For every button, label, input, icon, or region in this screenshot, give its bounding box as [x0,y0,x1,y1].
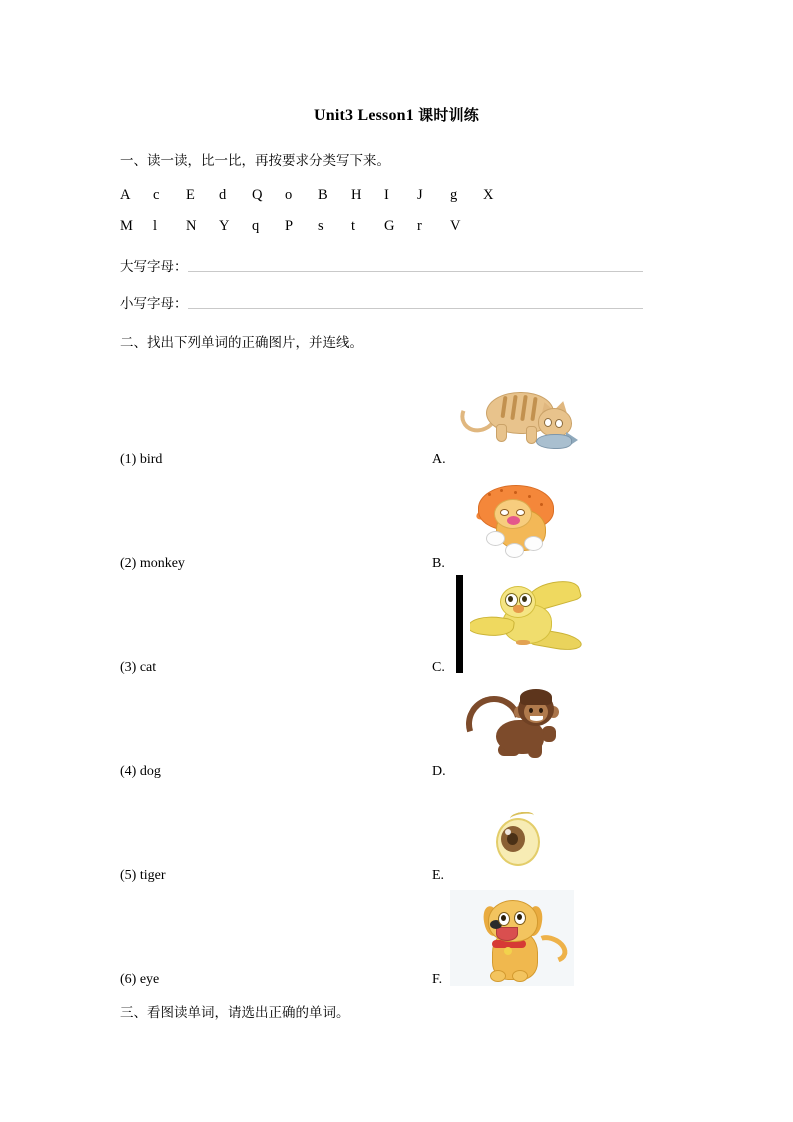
letter-cell: A [120,187,131,203]
letter-cell: g [450,187,458,203]
monkey-eye [529,708,533,713]
dog-collar-tag [504,947,512,955]
dog-picture [450,890,574,986]
monkey-hair [520,689,552,705]
letter-cell: I [384,187,389,203]
tiger-eye [516,509,525,516]
dog-paw [490,970,506,982]
match-word-dog[interactable]: (4) dog [120,764,161,779]
tiger-spot [488,493,491,496]
tiger-spot [500,489,503,492]
black-bar-artifact [456,575,463,673]
option-letter-c[interactable]: C. [432,660,445,675]
lowercase-rule[interactable] [188,308,643,309]
page-title-chinese: 课时训练 [418,106,479,124]
eye-glint [505,829,511,835]
uppercase-label: 大写字母： [120,259,188,275]
tiger-mouth [507,516,520,525]
letter-cell: E [186,187,195,203]
dog-pupil [501,915,506,921]
flying-bird-picture [470,578,582,668]
uppercase-rule[interactable] [188,271,643,272]
fish [536,434,572,449]
bird-pupil [508,596,513,602]
match-word-bird[interactable]: (1) bird [120,452,163,467]
letter-cell: H [351,187,362,203]
match-word-monkey[interactable]: (2) monkey [120,556,185,571]
option-letter-b[interactable]: B. [432,556,445,571]
letter-cell: X [483,187,494,203]
option-letter-d[interactable]: D. [432,764,446,779]
section-1-heading: 一、读一读，比一比，再按要求分类写下来。 [120,153,390,169]
cat-eating-fish-picture [452,378,580,453]
lowercase-answer-line[interactable] [120,292,672,312]
letter-cell: q [252,218,260,234]
letter-cell: o [285,187,293,203]
letters-row-1 [120,187,516,204]
eye-picture [490,812,544,868]
option-letter-f[interactable]: F. [432,972,443,987]
tiger-paw [505,543,524,558]
monkey-limb [542,726,556,742]
letter-cell: P [285,218,294,234]
tiger-cub-picture [462,483,572,561]
bird-beak [513,605,524,613]
tiger-spot [540,503,543,506]
dog-mouth [496,927,518,941]
section-3-heading: 三、看图读单词，请选出正确的单词。 [120,1005,350,1021]
bird-foot [516,640,530,645]
match-word-eye[interactable]: (6) eye [120,972,160,987]
dog-paw [512,970,528,982]
page-title [0,104,793,125]
letter-cell: M [120,218,133,234]
monkey-picture [462,686,574,772]
uppercase-answer-line[interactable] [120,255,672,275]
letter-cell: d [219,187,227,203]
option-letter-e[interactable]: E. [432,868,445,883]
bird-pupil [522,596,527,602]
letters-row-2 [120,218,483,235]
tiger-eye [500,509,509,516]
match-word-tiger[interactable]: (5) tiger [120,868,166,883]
letter-cell: Y [219,218,230,234]
tiger-spot [514,491,517,494]
letter-cell: B [318,187,328,203]
dog-pupil [517,914,522,920]
letter-cell: c [153,187,160,203]
letter-cell: N [186,218,197,234]
tiger-paw [486,531,505,546]
cat-eye [555,419,563,428]
tiger-spot [528,495,531,498]
page-title-english: Unit3 Lesson1 [314,107,419,124]
letter-cell: t [351,218,356,234]
option-letter-a[interactable]: A. [432,452,446,467]
section-2-heading: 二、找出下列单词的正确图片，并连线。 [120,335,363,351]
tiger-paw [524,536,543,551]
lowercase-label: 小写字母： [120,296,188,312]
letter-cell: Q [252,187,263,203]
cat-eye [544,418,552,427]
letter-cell: J [417,187,423,203]
monkey-mouth [530,716,543,721]
letter-cell: l [153,218,158,234]
letter-cell: G [384,218,395,234]
letter-cell: r [417,218,422,234]
match-word-cat[interactable]: (3) cat [120,660,157,675]
letter-cell: s [318,218,324,234]
letter-cell: V [450,218,461,234]
monkey-eye [539,708,543,713]
cat-leg [496,424,507,442]
